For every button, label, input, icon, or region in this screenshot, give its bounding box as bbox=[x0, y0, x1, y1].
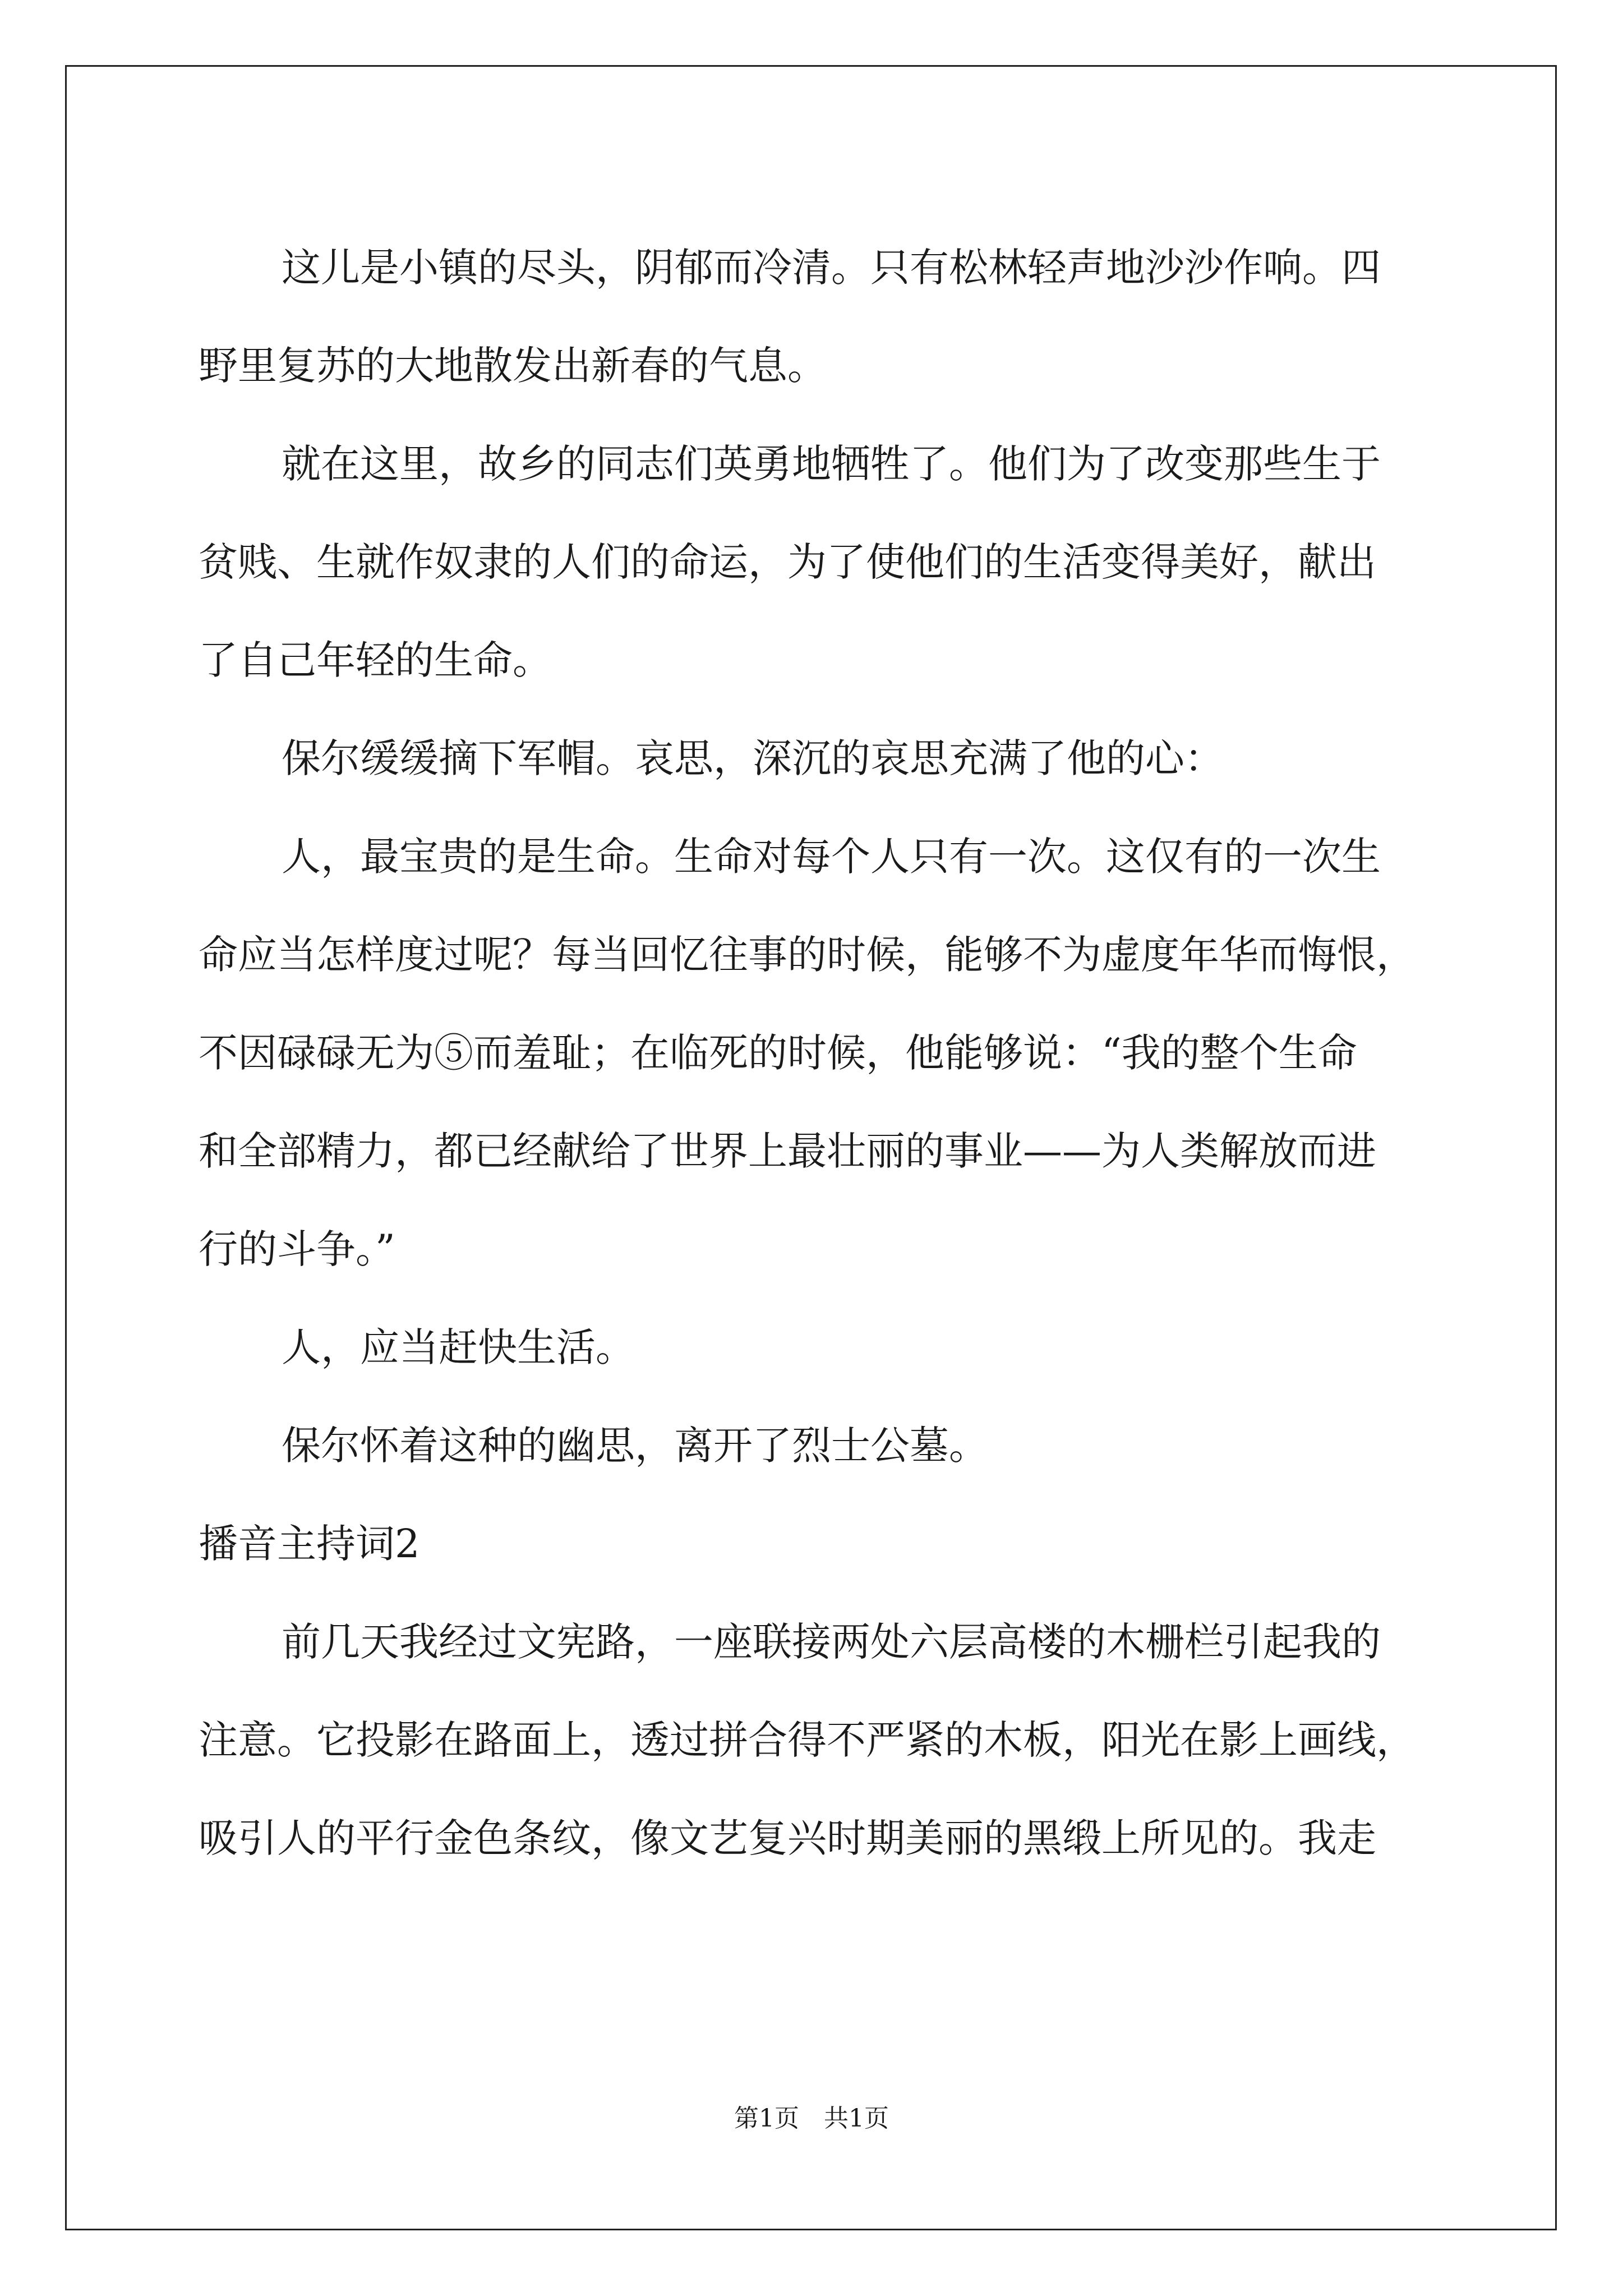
text-line: 命应当怎样度过呢？每当回忆往事的时候，能够不为虚度年华而悔恨， bbox=[199, 932, 1415, 978]
text-line: 行的斗争。” bbox=[199, 1226, 395, 1272]
document-body bbox=[199, 219, 1432, 1888]
section-heading bbox=[199, 1495, 1432, 1593]
text-line: 前几天我经过文宪路，一座联接两处六层高楼的木栅栏引起我的 bbox=[282, 1619, 1381, 1665]
text-line: 就在这里，故乡的同志们英勇地牺牲了。他们为了改变那些生于 bbox=[282, 441, 1381, 487]
page-footer bbox=[0, 2098, 1623, 2134]
text-line: 人，最宝贵的是生命。生命对每个人只有一次。这仅有的一次生 bbox=[282, 834, 1381, 880]
paragraph bbox=[199, 710, 1432, 808]
paragraph bbox=[199, 1593, 1432, 1888]
paragraph bbox=[199, 1397, 1432, 1495]
text-line: 播音主持词2 bbox=[199, 1521, 420, 1567]
paragraph bbox=[199, 808, 1432, 1299]
paragraph bbox=[199, 1299, 1432, 1397]
text-line: 不因碌碌无为⑤而羞耻；在临死的时候，他能够说：“我的整个生命 bbox=[199, 1030, 1357, 1076]
page-number: 第1页 共1页 bbox=[734, 2104, 889, 2133]
text-line: 注意。它投影在路面上，透过拼合得不严紧的木板，阳光在影上画线， bbox=[199, 1717, 1415, 1763]
text-line: 保尔怀着这种的幽思，离开了烈士公墓。 bbox=[282, 1423, 988, 1469]
text-line: 了自己年轻的生命。 bbox=[199, 637, 552, 683]
text-line: 和全部精力，都已经献给了世界上最壮丽的事业——为人类解放而进 bbox=[199, 1128, 1376, 1174]
text-line: 保尔缓缓摘下军帽。哀思，深沉的哀思充满了他的心： bbox=[282, 735, 1224, 781]
paragraph bbox=[199, 219, 1432, 415]
text-line: 贫贱、生就作奴隶的人们的命运，为了使他们的生活变得美好，献出 bbox=[199, 539, 1376, 585]
paragraph bbox=[199, 415, 1432, 710]
text-line: 野里复苏的大地散发出新春的气息。 bbox=[199, 343, 827, 389]
text-line: 人，应当赶快生活。 bbox=[282, 1324, 635, 1370]
text-line: 吸引人的平行金色条纹，像文艺复兴时期美丽的黑缎上所见的。我走 bbox=[199, 1815, 1376, 1861]
text-line: 这儿是小镇的尽头，阴郁而冷清。只有松林轻声地沙沙作响。四 bbox=[282, 245, 1381, 291]
